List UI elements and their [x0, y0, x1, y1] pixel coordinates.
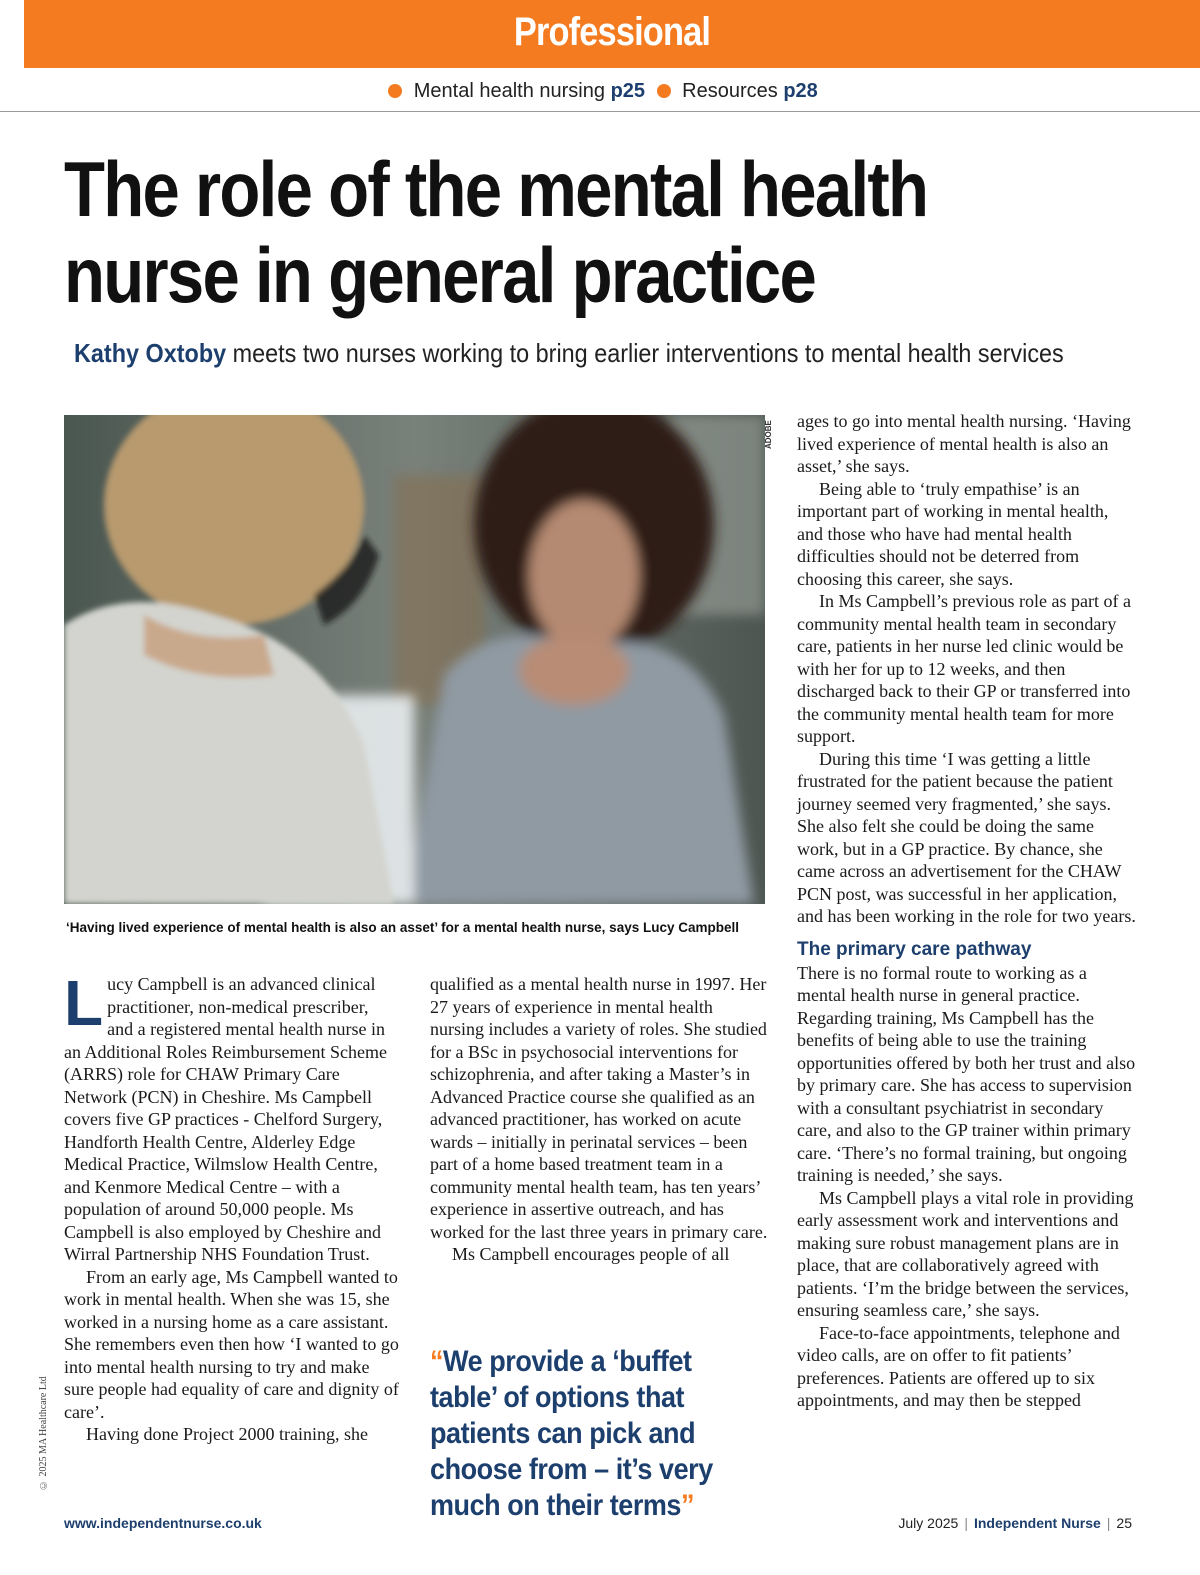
paragraph: Ms Campbell plays a vital role in providing early assessment work and interventions and making sure robust management plans are in place, that are collaboratively agreed with patients. ‘I’m the bridge between the services, ensuring seamless care,’ she says.	[797, 1187, 1134, 1320]
headline-line-2: nurse in general practice	[64, 231, 816, 319]
divider: |	[964, 1515, 968, 1531]
footer-website-link[interactable]	[64, 1515, 262, 1531]
author-name: Kathy Oxtoby	[74, 338, 227, 368]
photo-illustration	[64, 415, 765, 904]
paragraph: From an early age, Ms Campbell wanted to work in mental health. When she was 15, she worked in a nursing home as a care assistant. She remembers even then how ‘I wanted to go into mental health nursing to try and make sure people had equality of care and dignity of care’.	[64, 1266, 399, 1422]
paragraph	[64, 967, 399, 1266]
paragraph: Having done Project 2000 training, she	[86, 1424, 368, 1444]
body-column-3	[797, 410, 1137, 1412]
copyright-notice: © 2025 MA Healthcare Ltd	[38, 1376, 49, 1490]
paragraph: qualified as a mental health nurse in 1997. Her 27 years of experience in mental health nursing includes a variety of roles. She studied for a BSc in psychosocial interventions for schizophrenia, and after taking a Master’s in Advanced Practice course she qualified as an advanced practitioner, has worked on acute wards – initially in perinatal services – been part of a home based treatment team in a community mental health team, has ten years’ experience in assertive outreach, and has worked for the last three years in primary care.	[430, 974, 768, 1242]
paragraph: Being able to ‘truly empathise’ is an important part of working in mental health, and those who have had mental health difficulties should not be deterred from choosing this career, she says.	[797, 478, 1109, 589]
body-column-1	[64, 967, 399, 1446]
section-title: Professional	[513, 10, 711, 54]
divider	[0, 111, 1200, 112]
photo-credit: ADOBE	[764, 420, 773, 450]
paragraph-text: ucy Campbell is an advanced clinical practitioner, non-medical prescriber, and a registered mental health nurse in an Additional Roles Reimbursement Scheme (ARRS) role for CHAW Primary Care Network (PCN) in Cheshire. Ms Campbell covers five GP practices - Chelford Surgery, Handforth Health Centre, Alderley Edge Medical Practice, Wilmslow Health Centre, and Kenmore Medical Centre – with a population of around 50,000 people. Ms Campbell is also employed by Cheshire and Wirral Partnership NHS Foundation Trust.	[64, 974, 387, 1264]
paragraph: In Ms Campbell’s previous role as part of a community mental health team in secondary care, patients in her nurse led clinic would be with her for up to 12 weeks, and then discharged back to their GP or transferred into the community mental health team for more support.	[797, 591, 1131, 746]
paragraph: There is no formal route to working as a mental health nurse in general practice. Regarding training, Ms Campbell has the benefits of being able to use the training opportunities offered by both her trust and also by primary care. She has access to supervision with a consultant psychiatrist in secondary care, and also to the GP trainer within primary care. ‘There’s no formal training, but ongoing training is needed,’ she says.	[797, 962, 1136, 1185]
pull-quote-text: We provide a ‘buffet table’ of options that patients can pick and choose from – it’s very much on their terms	[430, 1345, 713, 1522]
open-quote-icon: “	[430, 1345, 444, 1378]
nav-label-mental-health[interactable]: Mental health nursing	[413, 80, 605, 102]
subheading: The primary care pathway	[797, 938, 1032, 960]
paragraph: During this time ‘I was getting a little frustrated for the patient because the patient journey seemed very fragmented,’ she says. She also felt she could be doing the same work, but in a GP practice. By chance, she came across an advertisement for the CHAW PCN post, was successful in her application, and has been working in the role for two years.	[797, 748, 1136, 926]
drop-cap: L	[64, 967, 104, 1039]
section-nav	[0, 80, 1200, 103]
url-prefix: www.independent	[64, 1515, 184, 1531]
publication-name: Independent Nurse	[973, 1515, 1101, 1531]
nav-page-mental-health[interactable]: p25	[610, 80, 646, 102]
article-headline	[64, 146, 1010, 318]
url-brand: nurse	[183, 1515, 222, 1531]
standfirst-text: meets two nurses working to bring earlier interventions to mental health services	[232, 338, 1064, 368]
article-photo	[64, 415, 765, 904]
issue-date: July 2025	[898, 1515, 959, 1531]
standfirst	[74, 338, 1064, 369]
nav-page-resources[interactable]: p28	[783, 80, 818, 102]
page-number: 25	[1116, 1515, 1132, 1531]
body-column-2	[430, 973, 770, 1266]
bullet-icon	[388, 84, 402, 98]
paragraph: ages to go into mental health nursing. ‘Having lived experience of mental health is also an asset,’ she says.	[797, 411, 1131, 476]
footer-folio	[898, 1515, 1132, 1531]
paragraph: Face-to-face appointments, telephone and video calls, are on offer to fit patients’ preferences. Patients are offered up to six appointments, and may then be stepped	[797, 1322, 1120, 1410]
nav-label-resources[interactable]: Resources	[682, 80, 778, 102]
paragraph: Ms Campbell encourages people of all	[452, 1244, 730, 1264]
divider: |	[1106, 1515, 1111, 1531]
headline-line-1: The role of the mental health	[64, 145, 928, 233]
bullet-icon	[657, 84, 671, 98]
close-quote-icon: ”	[681, 1489, 695, 1522]
pull-quote	[430, 1344, 741, 1524]
photo-caption: ‘Having lived experience of mental health is also an asset’ for a mental health nurse, says Lucy Campbell	[66, 920, 739, 935]
url-suffix: .co.uk	[221, 1515, 262, 1531]
section-banner	[24, 0, 1200, 68]
